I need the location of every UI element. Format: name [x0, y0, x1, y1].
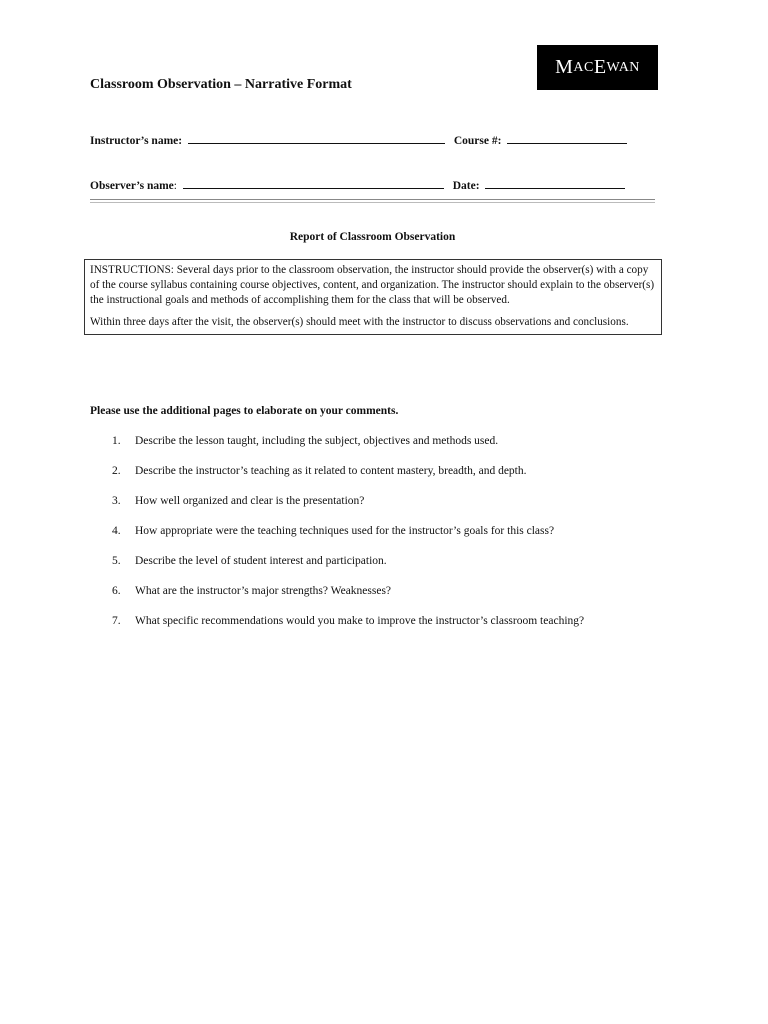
instructions-paragraph-1: INSTRUCTIONS: Several days prior to the classroom observation, the instructor should provide the observer(s) with a copy of the course syllabus containing course objectives, content, and organization. The instructor should explain to the observer(s) the instructional goals and methods of accomplishing them for the class that will be observed. [90, 264, 655, 306]
question-number: 2. [112, 465, 121, 477]
logo-letter-m: M [555, 56, 574, 78]
question-number: 3. [112, 495, 121, 507]
instructor-name-label: Instructor’s name: [90, 135, 183, 147]
page-title: Classroom Observation – Narrative Format [90, 77, 352, 92]
logo-letters-wan: WAN [606, 59, 640, 75]
observer-name-field[interactable] [183, 178, 444, 189]
instructions-box [84, 259, 662, 335]
instructions-paragraph-2: Within three days after the visit, the observer(s) should meet with the instructor to discuss observations and conclusions. [90, 316, 629, 328]
observer-name-colon: : [173, 180, 177, 192]
question-text: How well organized and clear is the presentation? [135, 495, 365, 507]
question-number: 1. [112, 435, 121, 447]
logo-letters-ac: AC [573, 59, 594, 75]
list-item [90, 555, 670, 585]
question-text: Describe the level of student interest and participation. [135, 555, 387, 567]
instructor-course-row [90, 133, 627, 147]
question-number: 7. [112, 615, 121, 627]
list-item [90, 525, 670, 555]
question-text: How appropriate were the teaching techniques used for the instructor’s goals for this class? [135, 525, 555, 537]
question-text: What specific recommendations would you make to improve the instructor’s classroom teaching? [135, 615, 585, 627]
report-heading: Report of Classroom Observation [289, 231, 456, 243]
question-number: 4. [112, 525, 121, 537]
question-number: 5. [112, 555, 121, 567]
observer-name-label: Observer’s name [90, 180, 174, 192]
question-list [90, 435, 670, 645]
macewan-logo [537, 45, 658, 90]
logo-letter-e: E [593, 56, 607, 78]
observer-date-row [90, 178, 625, 192]
date-field[interactable] [485, 178, 625, 189]
instructor-name-field[interactable] [188, 133, 445, 144]
course-number-field[interactable] [507, 133, 627, 144]
date-label: Date: [452, 180, 480, 192]
list-item [90, 585, 670, 615]
question-text: Describe the lesson taught, including the subject, objectives and methods used. [135, 435, 499, 447]
elaborate-note: Please use the additional pages to elaborate on your comments. [90, 405, 399, 417]
list-item [90, 465, 670, 495]
list-item [90, 495, 670, 525]
course-number-label: Course #: [453, 135, 502, 147]
header-divider [90, 199, 655, 203]
question-number: 6. [112, 585, 121, 597]
question-text: Describe the instructor’s teaching as it related to content mastery, breadth, and depth. [135, 465, 527, 477]
list-item [90, 615, 670, 645]
list-item [90, 435, 670, 465]
question-text: What are the instructor’s major strengths? Weaknesses? [135, 585, 392, 597]
